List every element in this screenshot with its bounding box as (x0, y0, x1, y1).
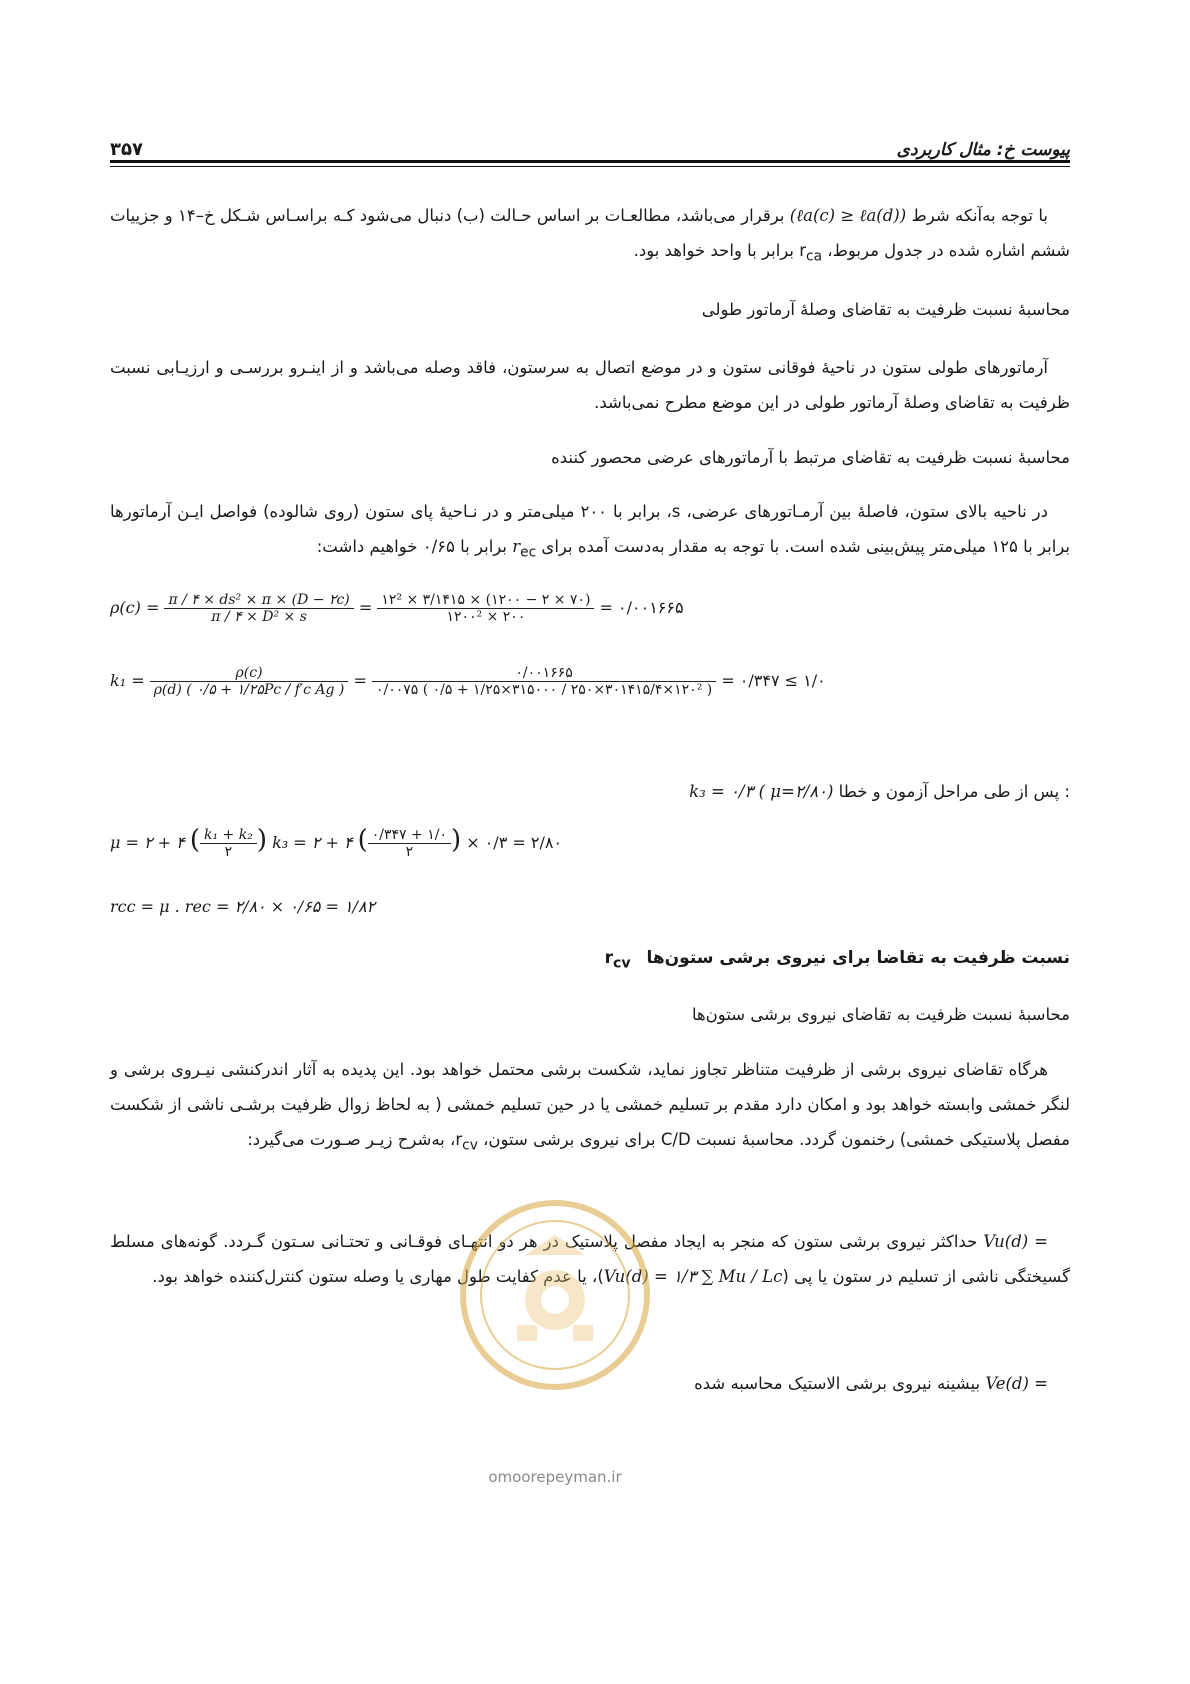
equation-mu: μ = ۲ + ۴ ( $\frac{\text{k₁ + k₂}}{۲}$ ) k₃ = ۲ + ۴ ( $\frac{۰/۳۴۷ + ۱/۰}{۲}$ ) × ۰/۳ = ۲/۸۰ (110, 825, 563, 860)
page-header (110, 130, 1070, 160)
header-rule-thin (110, 166, 1070, 167)
heading-shear-ratio: محاسبهٔ نسبت ظرفیت به تقاضای نیروی برشی ستون‌ها (691, 1005, 1070, 1024)
paragraph-shear-demand: هرگاه تقاضای نیروی برشی از ظرفیت متناظر تجاوز نماید، شکست برشی محتمل خواهد بود. این پدیده به آثار اندرکنشی نیـروی برشی و لنگر خمشی وابسته خواهد بود و امکان دارد مقدم بر تسلیم خمشی یا در حین تسلیم خمشی ( به لحاظ زوال ظرفیت برشـی ناشی از شکست مفصل پلاستیکی خمشی) رخنمون گردد. محاسبهٔ نسبت C/D برای نیروی برشی ستون، $r_{cv}،$ به‌شرح زیـر صـورت می‌گیرد: (110, 1060, 1070, 1154)
definition-ve: Ve(d) = بیشینه نیروی برشی الاستیک محاسبه شده (694, 1374, 1048, 1393)
line-k3-trial: : پس از طی مراحل آزمون و خطا k₃ = ۰/۳ ( μ=۲/۸۰) (689, 782, 1070, 801)
paragraph-condition: با توجه به‌آنکه شرط (ℓa(c) ≥ ℓa(d)) برقرار می‌باشد، مطالعـات بر اساس حـالت (ب) دنبال می‌شود کـه براسـاس شـکل خ–۱۴ و جزییات ششم اشاره شده در جدول مربوط، $r_{ca}$ برابر با واحد خواهد بود. (110, 206, 1070, 265)
paragraph-lap-splice: آرماتورهای طولی ستون در ناحیهٔ فوقانی ستون و در موضع اتصال به سرستون، فاقد وصله می‌باشد و از اینـرو بررسـی و ارزیـابی نسبت ظرفیت به تقاضای وصلهٔ آرماتور طولی در این موضع مطرح نمی‌باشد. (110, 358, 1070, 412)
running-title: پیوست خ: مثال کاربردی (896, 140, 1070, 160)
watermark-site: omoorepeyman.ir (488, 1468, 622, 1486)
definition-vu: Vu(d) = حداکثر نیروی برشی ستون که منجر به ایجاد مفصل پلاستیک در هر دو انتهـای فوقـانی و تحتـانی سـتون گـردد. گونه‌های مسلط گسیختگی ناشی از تسلیم در ستون یا پی (Vu(d) = ۱/۳ ∑ Mu / Lc)، یا عدم کفایت طول مهاری یا وصله ستون کنترل‌کننده خواهد بود. (110, 1232, 1070, 1286)
paragraph-transverse-spacing: در ناحیه بالای ستون، فاصلهٔ بین آرمـاتورهای عرضی، s، برابر با ۲۰۰ میلی‌متر و در نـاحیهٔ پای ستون (روی شالوده) فواصل ایـن آرماتورها برابر با ۱۲۵ میلی‌متر پیش‌بینی شده است. با توجه به مقدار به‌دست آمده برای $r_{ec}$ برابر با ۰/۶۵ خواهیم داشت: (110, 502, 1070, 561)
watermark-seal-icon (455, 1195, 655, 1395)
header-rule-thick (110, 160, 1070, 163)
page-number: ۳۵۷ (110, 139, 143, 160)
equation-k1: k₁ = $\frac{\rho(c)}{\text{ρ(d) ( ۰/۵ + ۱/۲۵Pc / f′c Ag )}}$ = $\frac{۰/۰۰۱۶۶۵}{\text{۰/۰۰۷۵ ( ۰/۵ + ۱/۲۵×۳۱۵۰۰۰ / ۲۵۰×۳۰۱۴۱۵/۴×۱۲۰² )}}$ = ۰/۳۴۷ ≤ ۱/۰ (110, 665, 826, 698)
condition-formula: (ℓa(c) ≥ ℓa(d)) (789, 206, 907, 225)
heading-transverse-reinforcement: محاسبهٔ نسبت ظرفیت به تقاضای مرتبط با آرماتورهای عرضی محصور کننده (551, 448, 1070, 467)
equation-rho-c: ρ(c) = $\frac{\text{π / ۴ × ds² × π × (D − ۲c)}}{\text{π / ۴ × D² × s}}$ = $\frac{\text{۱۲² × ۳/۱۴۱۵ × (۱۲۰۰ − ۲ × ۷۰)}}{\text{۱۲۰۰² × ۲۰۰}}$ = ۰/۰۰۱۶۶۵ (110, 592, 684, 625)
section-title-shear: نسبت ظرفیت به تقاضا برای نیروی برشی ستون‌ها $r_{cv}$ (604, 948, 1070, 972)
equation-rcc: rcc = μ . rec = ۲/۸۰ × ۰/۶۵ = ۱/۸۲ (110, 897, 376, 916)
heading-lap-splice: محاسبهٔ نسبت ظرفیت به تقاضای وصلهٔ آرماتور طولی (701, 300, 1070, 319)
